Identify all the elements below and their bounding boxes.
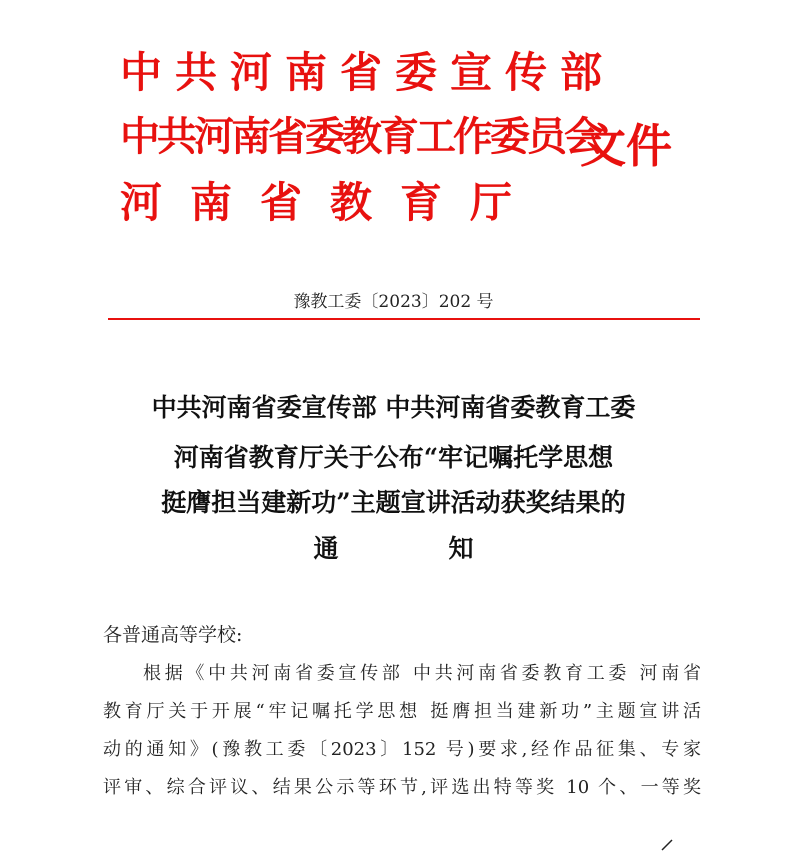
issuer-propaganda-department: 中共河南省委宣传部 [120, 48, 616, 97]
issuer-education-work-committee: 中共河南省委教育工作委员会 [120, 113, 601, 160]
document-number: 豫教工委〔2023〕202 号 [293, 292, 494, 312]
title-line: 通知 [313, 534, 584, 563]
title-line: 挺膺担当建新功”主题宣讲活动获奖结果的 [161, 488, 626, 517]
body-line: 动的通知》(豫教工委〔2023〕152 号)要求,经作品征集、专家 [103, 739, 701, 760]
issuer-education-department: 河南省教育厅 [120, 178, 541, 227]
title-line: 中共河南省委宣传部 中共河南省委教育工委 [151, 393, 636, 422]
salutation: 各普通高等学校: [103, 624, 243, 646]
body-line: 评审、综合评议、结果公示等环节,评选出特等奖 10 个、一等奖 [103, 777, 701, 798]
title-line: 河南省教育厅关于公布“牢记嘱托学思想 [173, 443, 614, 472]
body-line: 根据《中共河南省委宣传部 中共河南省委教育工委 河南省 [143, 663, 701, 684]
body-line: 教育厅关于开展“牢记嘱托学思想 挺膺担当建新功”主题宣讲活 [103, 701, 701, 722]
red-divider-line [108, 318, 700, 320]
page-fold-mark [660, 838, 674, 852]
document-type-label: 文件 [580, 119, 672, 173]
